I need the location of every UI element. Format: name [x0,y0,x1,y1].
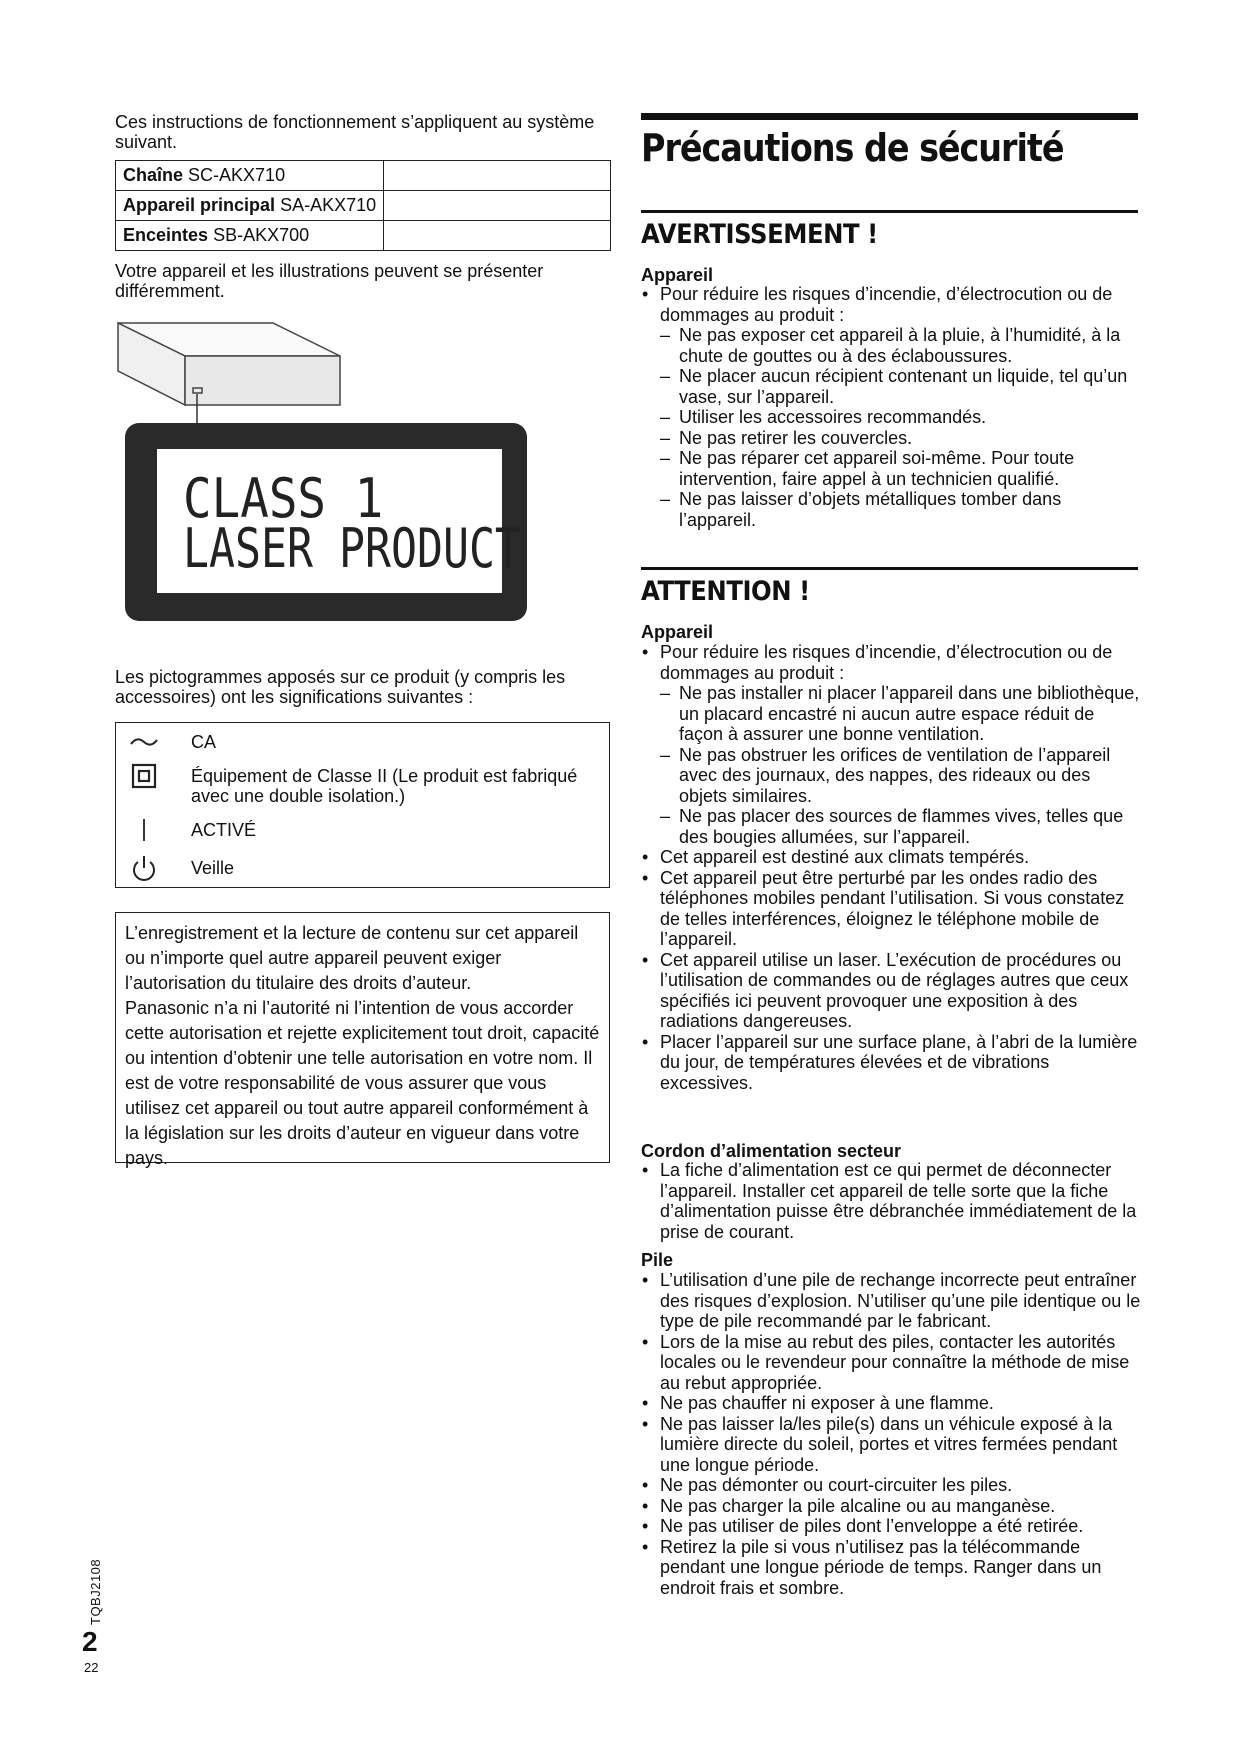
pictograms-intro: Les pictogrammes apposés sur ce produit (y compris les accessoires) ont les significations suivantes : [115,667,566,707]
pictogram-label: ACTIVÉ [191,820,257,840]
copyright-paragraph: L’enregistrement et la lecture de contenu sur cet appareil ou n’importe quel autre appareil peuvent exiger l’autorisation du titulaire des droits d’auteur. [125,923,579,993]
laser-product-illustration [115,318,545,638]
model-value: SC-AKX710 [188,165,286,185]
list-item: • Ne pas utiliser de piles dont l’enveloppe a été retirée. [641,1516,1141,1537]
laser-label-line2: LASER PRODUCT [183,517,521,581]
title-rule [641,113,1138,120]
list-item [641,642,1141,847]
caution-dash-list [641,683,1141,847]
warning-subhead: Appareil [641,265,714,285]
model-value: SA-AKX710 [280,195,377,215]
caution-list [641,642,1141,1093]
battery-subhead: Pile [641,1250,674,1270]
list-item: • Cet appareil est destiné aux climats tempérés. [641,847,1141,868]
on-bar-icon [124,815,164,845]
power-cord-list [641,1160,1141,1242]
model-value: SB-AKX700 [213,225,310,245]
list-item: – Ne placer aucun récipient contenant un liquide, tel qu’un vase, sur l’appareil. [641,366,1141,407]
list-item: • Ne pas laisser la/les pile(s) dans un véhicule exposé à la lumière directe du soleil, portes et vitres fermées pendant une longue période. [641,1414,1141,1476]
device-drawing [118,323,340,405]
caution-heading: ATTENTION ! [641,576,810,607]
pictogram-label: Veille [191,858,235,878]
caution-subhead: Appareil [641,622,714,642]
copyright-notice [115,912,610,1168]
model-label: Enceintes [123,225,209,245]
list-item: • Retirez la pile si vous n’utilisez pas la télécommande pendant une longue période de temps. Ranger dans un endroit frais et sombre. [641,1537,1141,1599]
laser-label-line1: CLASS 1 [183,467,384,530]
list-item: • Lors de la mise au rebut des piles, contacter les autorités locales ou le revendeur pour connaître la méthode de mise au rebut appropriée. [641,1332,1141,1394]
pictogram-box [115,722,610,888]
model-label: Appareil principal [123,195,276,215]
list-item: • Ne pas chauffer ni exposer à une flamme. [641,1393,1141,1414]
list-item [116,853,609,883]
warning-heading: AVERTISSEMENT ! [641,219,878,250]
list-item: • Ne pas charger la pile alcaline ou au manganèse. [641,1496,1141,1517]
list-item: – Ne pas laisser d’objets métalliques tomber dans l’appareil. [641,489,1141,530]
list-item: • Cet appareil peut être perturbé par les ondes radio des téléphones mobiles pendant l’utilisation. Si vous constatez de telles interférences, éloignez le téléphone mobile de l’appareil. [641,868,1141,950]
list-item: • Placer l’appareil sur une surface plane, à l’abri de la lumière du jour, de températures élevées et de vibrations excessives. [641,1032,1141,1094]
table-row [116,221,611,251]
class-ii-icon [124,761,164,791]
standby-power-icon [124,853,164,883]
warning-dash-list [641,325,1141,530]
section-rule [641,210,1138,213]
section-rule [641,567,1138,570]
page-title: Précautions de sécurité [641,126,1064,170]
list-item: • Cet appareil utilise un laser. L’exécution de procédures ou l’utilisation de commandes ou de réglages autres que ceux spécifiés ici peuvent provoquer une exposition à des radiations dangereuses. [641,950,1141,1032]
list-item: – Ne pas placer des sources de flammes vives, telles que des bougies allumées, sur l’appareil. [641,806,1141,847]
list-item [116,815,609,845]
intro-text: Ces instructions de fonctionnement s’appliquent au système suivant. [115,112,595,152]
battery-list [641,1270,1141,1598]
bullet-text: Pour réduire les risques d’incendie, d’électrocution ou de dommages au produit : [660,642,1113,683]
page-number: 2 [82,1626,98,1657]
list-item: • L’utilisation d’une pile de rechange incorrecte peut entraîner des risques d’explosion. N’utiliser qu’une pile identique ou le type de pile recommandé par le fabricant. [641,1270,1141,1332]
copyright-paragraph: Panasonic n’a ni l’autorité ni l’intention de vous accorder cette autorisation et rejette explicitement tout droit, capacité ou intention d’obtenir une telle autorisation en votre nom. Il est de votre responsabilité de vous assurer que vous utilisez cet appareil ou tout autre appareil conformément à la législation sur les droits d’auteur en vigueur dans votre pays. [125,998,600,1168]
model-label: Chaîne [123,165,184,185]
appearance-note: Votre appareil et les illustrations peuvent se présenter différemment. [115,261,544,301]
document-code: TQBJ2108 [88,1558,103,1625]
pictogram-label: Équipement de Classe II (Le produit est fabriqué avec une double isolation.) [191,766,578,806]
list-item: – Ne pas réparer cet appareil soi-même. Pour toute intervention, faire appel à un technicien qualifié. [641,448,1141,489]
list-item: – Ne pas retirer les couvercles. [641,428,1141,449]
list-item: – Ne pas exposer cet appareil à la pluie, à l’humidité, à la chute de gouttes ou à des éclaboussures. [641,325,1141,366]
ac-tilde-icon [124,727,164,757]
list-item: – Utiliser les accessoires recommandés. [641,407,1141,428]
table-row [116,161,611,191]
power-cord-subhead: Cordon d’alimentation secteur [641,1141,902,1161]
list-item: – Ne pas installer ni placer l’appareil dans une bibliothèque, un placard encastré ni aucun autre espace réduit de façon à assurer une bonne ventilation. [641,683,1141,745]
page-sub-number: 22 [84,1660,99,1675]
list-item [641,284,1141,530]
model-table [115,160,611,251]
warning-list [641,284,1141,530]
list-item [116,761,609,806]
bullet-text: Pour réduire les risques d’incendie, d’électrocution ou de dommages au produit : [660,284,1113,325]
list-item: • Ne pas démonter ou court-circuiter les piles. [641,1475,1141,1496]
table-row [116,191,611,221]
list-item: – Ne pas obstruer les orifices de ventilation de l’appareil avec des journaux, des nappes, des rideaux ou des objets similaires. [641,745,1141,807]
pictogram-label: CA [191,732,217,752]
list-item [116,727,609,757]
list-item: • La fiche d’alimentation est ce qui permet de déconnecter l’appareil. Installer cet appareil de telle sorte que la fiche d’alimentation puisse être débranchée immédiatement de la prise de courant. [641,1160,1141,1242]
